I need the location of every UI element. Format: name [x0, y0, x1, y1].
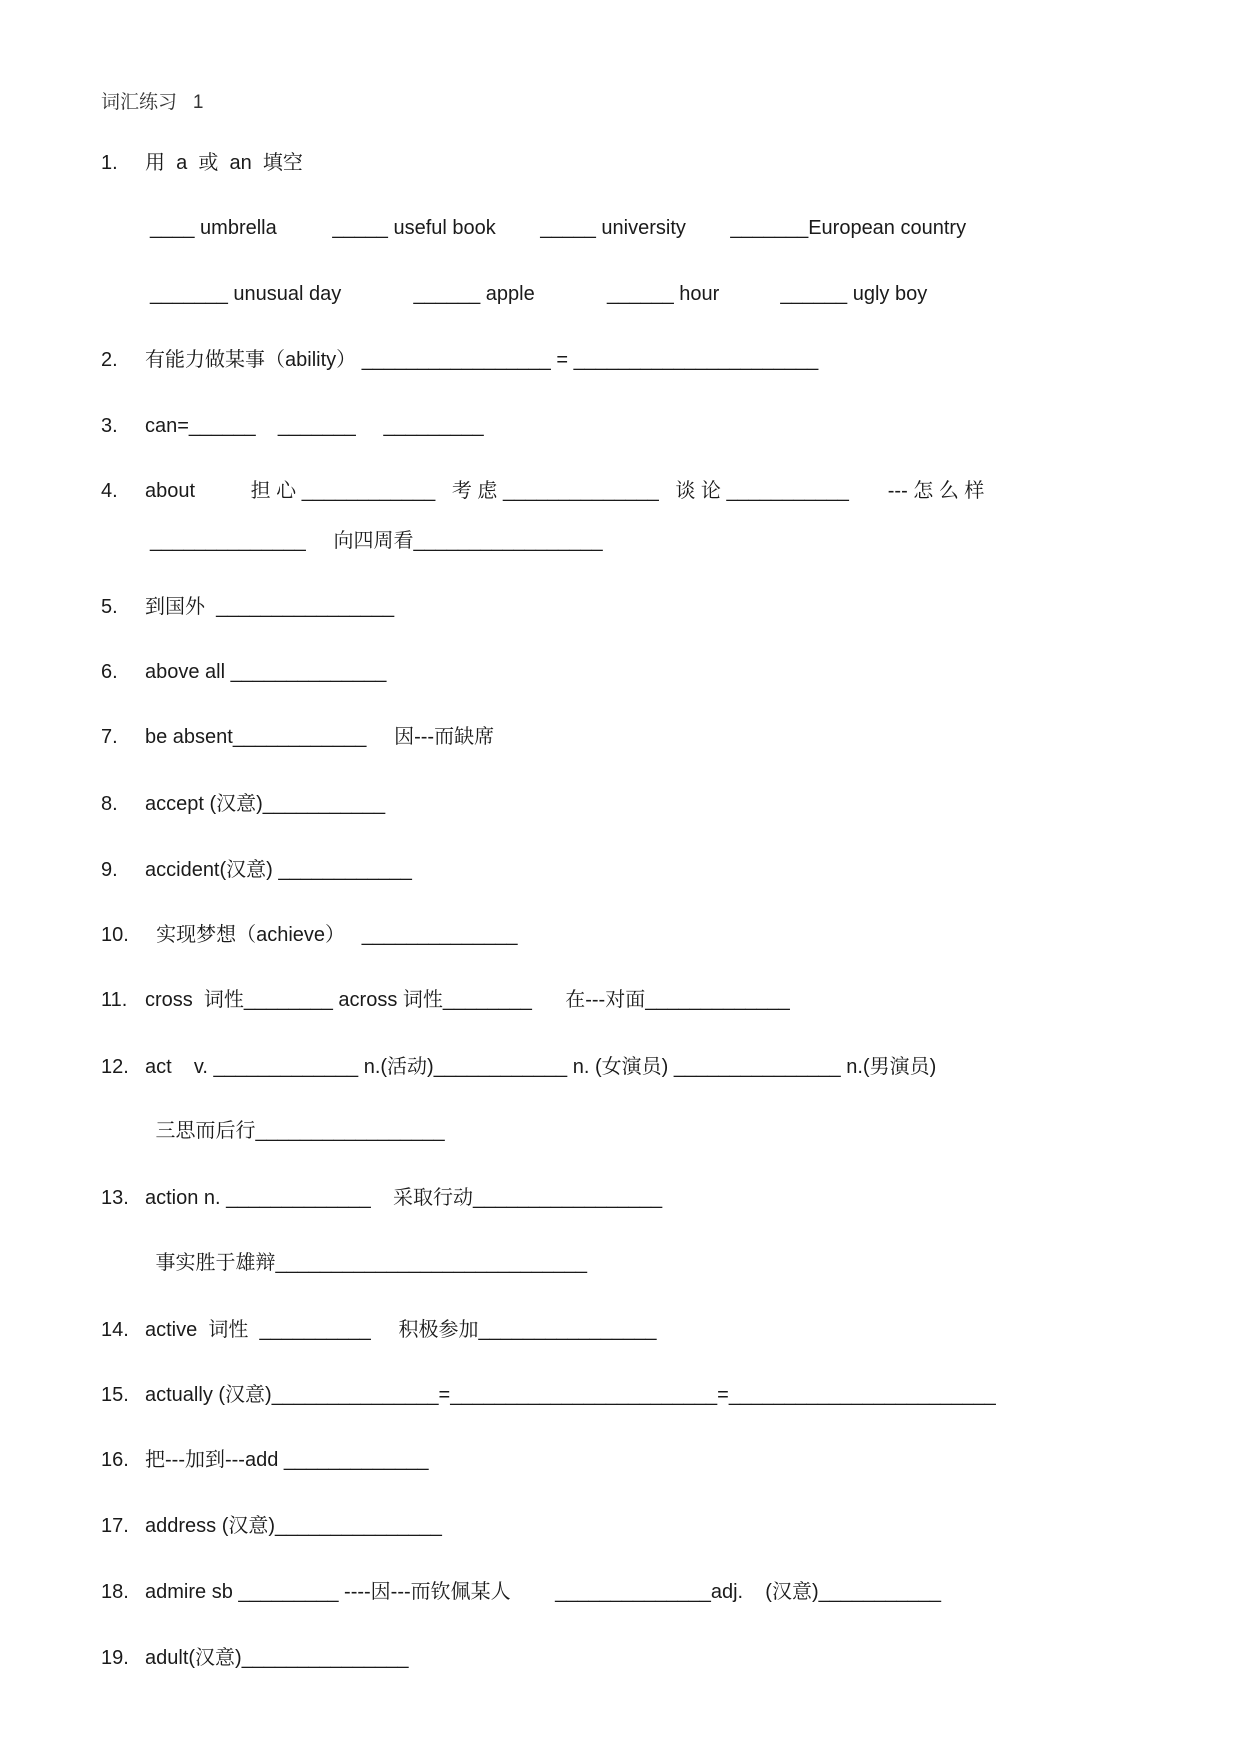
item-number: 16.	[101, 1449, 129, 1471]
item-number: 14.	[101, 1319, 129, 1341]
exercise-item-text: about 担 心 ____________ 考 虑 ______________ 谈 论 ___________ --- 怎 么 样	[145, 480, 985, 502]
item-number: 8.	[101, 793, 118, 815]
exercise-continuation-line: 事实胜于雄辩____________________________	[150, 1252, 588, 1274]
exercise-item-text: accept (汉意)___________	[145, 793, 386, 815]
exercise-item-text: admire sb _________ ----因---而钦佩某人 ______________adj. (汉意)___________	[145, 1581, 941, 1603]
item-number: 9.	[101, 859, 118, 881]
item-number: 7.	[101, 726, 118, 748]
item-number: 15.	[101, 1384, 129, 1406]
item-number: 12.	[101, 1056, 129, 1078]
item-number: 13.	[101, 1187, 129, 1209]
item-number: 2.	[101, 349, 118, 371]
exercise-item-text: 到国外 ________________	[145, 596, 395, 618]
item-number: 5.	[101, 596, 118, 618]
exercise-item-text: accident(汉意) ____________	[145, 859, 412, 881]
exercise-item-text: above all ______________	[145, 661, 387, 683]
exercise-item-text: 实现梦想（achieve） ______________	[145, 924, 518, 946]
exercise-item-text: actually (汉意)_______________=________________________=________________________	[145, 1384, 996, 1406]
exercise-item-text: can=______ _______ _________	[145, 415, 484, 437]
item-number: 18.	[101, 1581, 129, 1603]
item-number: 1.	[101, 152, 118, 174]
item-number: 19.	[101, 1647, 129, 1669]
item-number: 6.	[101, 661, 118, 683]
item-number: 4.	[101, 480, 118, 502]
item-number: 11.	[101, 989, 128, 1011]
exercise-item-text: act v. _____________ n.(活动)____________ n. (女演员) _______________ n.(男演员)	[145, 1056, 937, 1078]
exercise-item-text: 把---加到---add _____________	[145, 1449, 429, 1471]
exercise-item-text: address (汉意)_______________	[145, 1515, 442, 1537]
exercise-continuation-line: ______________ 向四周看_________________	[150, 530, 603, 552]
exercise-item-text: 有能力做某事（ability） _________________ = ______________________	[145, 349, 819, 371]
item-number: 3.	[101, 415, 118, 437]
exercise-item-text: active 词性 __________ 积极参加________________	[145, 1319, 657, 1341]
exercise-item-text: adult(汉意)_______________	[145, 1647, 409, 1669]
item-number: 10.	[101, 924, 129, 946]
exercise-continuation-line: ____ umbrella _____ useful book _____ university _______European country	[150, 217, 967, 239]
exercise-item-text: action n. _____________ 采取行动_________________	[145, 1187, 663, 1209]
exercise-continuation-line: 三思而后行_________________	[150, 1120, 445, 1142]
exercise-item-text: cross 词性________ across 词性________ 在---对面_____________	[145, 989, 790, 1011]
worksheet-title: 词汇练习 1	[101, 92, 204, 113]
exercise-item-text: 用 a 或 an 填空	[145, 152, 303, 174]
exercise-continuation-line: _______ unusual day ______ apple ______ hour ______ ugly boy	[150, 283, 928, 305]
exercise-item-text: be absent____________ 因---而缺席	[145, 726, 495, 748]
item-number: 17.	[101, 1515, 129, 1537]
